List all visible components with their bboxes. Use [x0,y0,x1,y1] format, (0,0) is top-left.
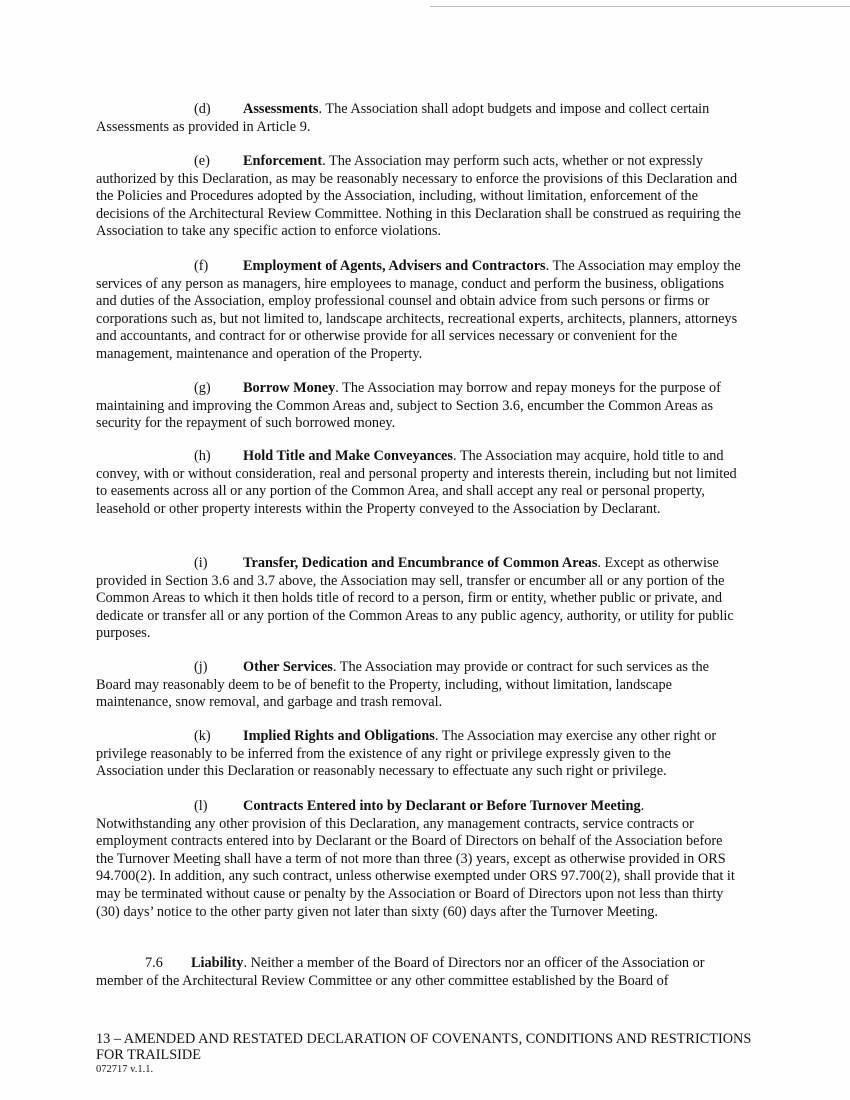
section-body: Neither a member of the Board of Directors nor an officer of the Association or member of the Architectural Review Committee or any other committee established by the Board of [96,955,705,989]
paragraph-title: Assessments [243,101,319,117]
paragraph-body: The Association may borrow and repay moneys for the purpose of maintaining and improving the Common Areas and, subject to Section 3.6, encumber the Common Areas as security for the repayment of such borrowed money. [96,380,721,432]
paragraph-body: The Association may acquire, hold title to and convey, with or without consideration, real and personal property and interests therein, including but not limited to easements across all or any portion of the Common Area, and shall accept any real or personal property, leasehold or other property interests within the Property conveyed to the Association by Declarant. [96,448,737,517]
paragraph-j: (j) Other Services. The Association may provide or contract for such services as the Board may reasonably deem to be of benefit to the Property, including, without limitation, landscape maintenance, snow removal, and garbage and trash removal. [96,659,709,711]
paragraph-l: (l) Contracts Entered into by Declarant or Before Turnover Meeting. Notwithstanding any other provision of this Declaration, any management contracts, service contracts or employment contracts entered into by Declarant or the Board of Directors on behalf of the Association before the Turnover Meeting shall have a term of not more than three (3) years, except as otherwise provided in ORS 94.700(2). In addition, any such contract, unless otherwise exempted under ORS 97.700(2), shall provide that it may be terminated without cause or penalty by the Association or Board of Directors upon not less than thirty (30) days’ notice to the other party given not later than sixty (60) days after the Turnover Meeting. [96,798,735,920]
paragraph-d: (d) Assessments. The Association shall adopt budgets and impose and collect certain Assessments as provided in Article 9. [96,101,710,135]
paragraph-marker: (l) [194,798,208,814]
paragraph-body: The Association may employ the services of any person as managers, hire employees to manage, conduct and perform the business, obligations and duties of the Association, employ professional counsel and obtain advice from such persons or firms or corporations such as, but not limited to, landscape architects, recreational experts, architects, planners, attorneys and accountants, and contract for or otherwise provide for all services necessary or convenient for the management, maintenance and operation of the Property. [96,258,741,362]
paragraph-marker: (f) [194,258,209,274]
footer-version: 072717 v.1.1. [96,1064,154,1075]
paragraph-title: Hold Title and Make Conveyances [243,448,453,464]
paragraph-body: Except as otherwise provided in Section 3.6 and 3.7 above, the Association may sell, transfer or encumber all or any portion of the Common Areas to which it then holds title of record to a person, firm or entity, whether public or private, and dedicate or transfer all or any portion of the Common Areas to any public agency, authority, or utility for public purposes. [96,555,734,642]
page-footer [96,1031,756,1076]
paragraph-g: (g) Borrow Money. The Association may borrow and repay moneys for the purpose of maintaining and improving the Common Areas and, subject to Section 3.6, encumber the Common Areas as security for the repayment of such borrowed money. [96,380,721,432]
scan-top-edge-line [430,6,850,7]
paragraph-title: Employment of Agents, Advisers and Contractors [243,258,546,274]
paragraph-marker: (e) [194,153,210,169]
paragraph-marker: (h) [194,448,211,464]
paragraph-marker: (d) [194,101,211,117]
paragraph-body: Notwithstanding any other provision of this Declaration, any management contracts, service contracts or employment contracts entered into by Declarant or the Board of Directors on behalf of the Association before the Turnover Meeting shall have a term of not more than three (3) years, except as otherwise provided in ORS 94.700(2). In addition, any such contract, unless otherwise exempted under ORS 97.700(2), shall provide that it may be terminated without cause or penalty by the Association or Board of Directors upon not less than thirty (30) days’ notice to the other party given not later than sixty (60) days after the Turnover Meeting. [96,815,735,920]
paragraph-i: (i) Transfer, Dedication and Encumbrance of Common Areas. Except as otherwise provided in Section 3.6 and 3.7 above, the Association may sell, transfer or encumber all or any portion of the Common Areas to which it then holds title of record to a person, firm or entity, whether public or private, and dedicate or transfer all or any portion of the Common Areas to any public agency, authority, or utility for public purposes. [96,555,734,642]
paragraph-body: The Association shall adopt budgets and impose and collect certain Assessments as provided in Article 9. [96,101,710,135]
paragraph-title: Implied Rights and Obligations [243,728,435,744]
paragraph-k: (k) Implied Rights and Obligations. The Association may exercise any other right or privilege reasonably to be inferred from the existence of any right or privilege expressly given to the Association under this Declaration or reasonably necessary to effectuate any such right or privilege. [96,728,717,780]
section-number: 7.6 [145,955,163,971]
paragraph-title: Transfer, Dedication and Encumbrance of Common Areas [243,555,598,571]
paragraph-marker: (i) [194,555,208,571]
paragraph-marker: (j) [194,659,208,675]
paragraph-f: (f) Employment of Agents, Advisers and Contractors. The Association may employ the services of any person as managers, hire employees to manage, conduct and perform the business, obligations and duties of the Association, employ professional counsel and obtain advice from such persons or firms or corporations such as, but not limited to, landscape architects, recreational experts, architects, planners, attorneys and accountants, and contract for or otherwise provide for all services necessary or convenient for the management, maintenance and operation of the Property. [96,258,741,362]
paragraph-title: Contracts Entered into by Declarant or Before Turnover Meeting [243,798,641,814]
paragraph-body: The Association may perform such acts, whether or not expressly authorized by this Declaration, as may be reasonably necessary to enforce the provisions of this Declaration and the Policies and Procedures adopted by the Association, including, without limitation, enforcement of the decisions of the Architectural Review Committee. Nothing in this Declaration shall be construed as requiring the Association to take any specific action to enforce violations. [96,153,741,240]
paragraph-title: Other Services [243,659,333,675]
paragraph-body: The Association may exercise any other right or privilege reasonably to be inferred from the existence of any right or privilege expressly given to the Association under this Declaration or reasonably necessary to effectuate any such right or privilege. [96,728,717,780]
paragraph-h: (h) Hold Title and Make Conveyances. The Association may acquire, hold title to and convey, with or without consideration, real and personal property and interests therein, including but not limited to easements across all or any portion of the Common Area, and shall accept any real or personal property, leasehold or other property interests within the Property conveyed to the Association by Declarant. [96,448,737,517]
section-7-6: 7.6 Liability. Neither a member of the Board of Directors nor an officer of the Association or member of the Architectural Review Committee or any other committee established by the Board of [96,955,705,989]
paragraph-title: Borrow Money [243,380,336,396]
section-title: Liability [191,955,244,971]
paragraph-title: Enforcement [243,153,323,169]
paragraph-marker: (k) [194,728,211,744]
paragraph-body: The Association may provide or contract for such services as the Board may reasonably deem to be of benefit to the Property, including, without limitation, landscape maintenance, snow removal, and garbage and trash removal. [96,659,709,711]
paragraph-marker: (g) [194,380,211,396]
paragraph-e: (e) Enforcement. The Association may perform such acts, whether or not expressly authorized by this Declaration, as may be reasonably necessary to enforce the provisions of this Declaration and the Policies and Procedures adopted by the Association, including, without limitation, enforcement of the decisions of the Architectural Review Committee. Nothing in this Declaration shall be construed as requiring the Association to take any specific action to enforce violations. [96,153,741,240]
footer-title: 13 – AMENDED AND RESTATED DECLARATION OF COVENANTS, CONDITIONS AND RESTRICTIONS FOR TRAILSIDE [96,1031,752,1063]
